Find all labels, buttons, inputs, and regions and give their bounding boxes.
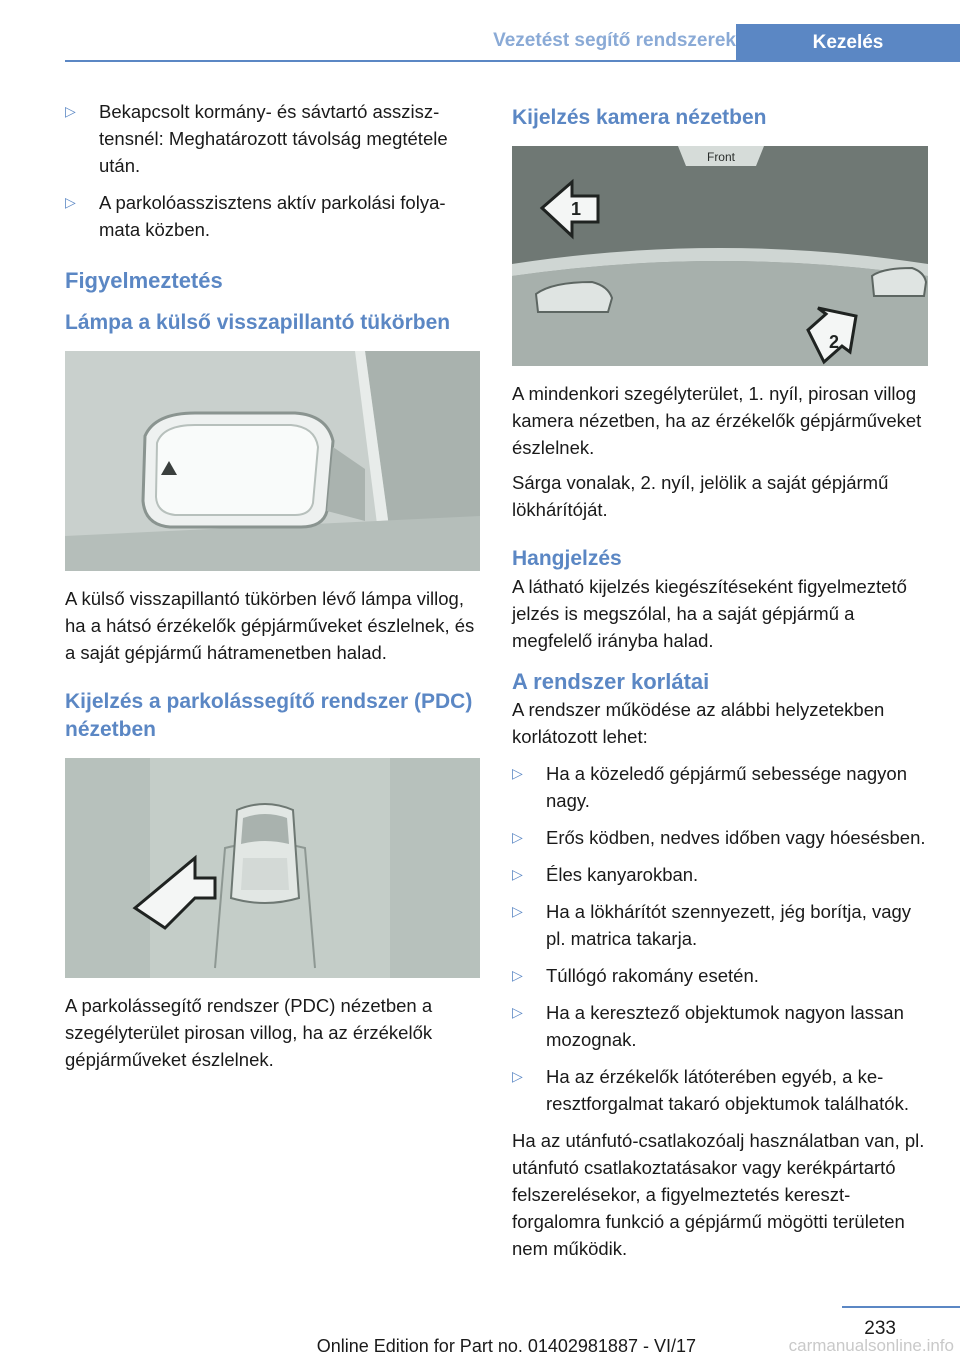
list-item: [65, 98, 480, 179]
list-item-text: Bekapcsolt kormány- és sávtartó asszisztensnél: Meghatározott távolság megtétele után.: [99, 101, 448, 176]
page-number: 233: [864, 1318, 896, 1339]
bullet-list-top: [65, 98, 480, 243]
camera-illustration: [512, 146, 928, 366]
watermark: carmanualsonline.info: [788, 1336, 954, 1355]
pdc-illustration: [65, 758, 480, 978]
heading-sound-signal: Hangjelzés: [512, 547, 622, 570]
list-item-text: Éles kanyarokban.: [546, 864, 699, 885]
limits-intro: A rendszer működése az alábbi helyzetekben korlátozott lehet:: [512, 699, 885, 747]
list-item: [512, 898, 928, 952]
list-item: [512, 861, 928, 888]
limits-outro: Ha az utánfutó-csatlakozóalj használatban van, pl. utánfutó csatlakoztatásakor vagy kerékpártartó felszerelésekor, a figyelmeztetés keresztforgalomra funkció a gépjármű mögötti területen nem működik.: [512, 1130, 925, 1259]
triangle-bullet-icon: ▷: [512, 866, 523, 882]
list-item: [512, 824, 928, 851]
header-tab-label: Kezelés: [736, 24, 960, 62]
triangle-bullet-icon: ▷: [512, 1004, 523, 1020]
sound-description: A látható kijelzés kiegészítéseként figyelmeztető jelzés is megszólal, ha a saját gépjármű a megfelelő irányba halad.: [512, 576, 907, 651]
mirror-illustration: [65, 351, 480, 571]
triangle-bullet-icon: ▷: [512, 903, 523, 919]
triangle-bullet-icon: ▷: [65, 194, 76, 210]
pdc-view-figure: [65, 758, 480, 978]
page-header: [65, 24, 960, 62]
edition-note: Online Edition for Part no. 01402981887 - VI/17: [316, 1336, 696, 1356]
triangle-bullet-icon: ▷: [65, 103, 76, 119]
camera-description-1: A mindenkori szegélyterület, 1. nyíl, pirosan villog kamera nézetben, ha az érzékelők gépjárműveket észlelnek.: [512, 383, 922, 458]
heading-mirror-lamp: Lámpa a külső visszapillantó tükörben: [65, 311, 451, 334]
camera-view-figure: [512, 146, 928, 366]
list-item-text: Ha a keresztező objektumok nagyon lassan mozognak.: [546, 1002, 904, 1050]
camera-description-2: Sárga vonalak, 2. nyíl, jelölik a saját gépjármű lökhárítóját.: [512, 472, 889, 520]
heading-pdc-display: Kijelzés a parkolássegítő rendszer (PDC) nézetben: [65, 690, 473, 741]
triangle-bullet-icon: ▷: [512, 1068, 523, 1084]
list-item-text: Ha a közeledő gépjármű sebessége nagyon nagy.: [546, 763, 907, 811]
list-item: [512, 962, 928, 989]
heading-warning: Figyelmeztetés: [65, 268, 223, 293]
footer-rule: [842, 1306, 960, 1308]
triangle-bullet-icon: ▷: [512, 829, 523, 845]
list-item: [65, 189, 480, 243]
list-item-text: Ha az érzékelők látóterében egyéb, a keresztforgalmat takaró objektumok találhatók.: [546, 1066, 909, 1114]
list-item-text: A parkolóasszisztens aktív parkolási folyamata közben.: [99, 192, 446, 240]
mirror-lamp-figure: [65, 351, 480, 571]
list-item-text: Túllógó rakomány esetén.: [546, 965, 759, 986]
camera-front-label: Front: [706, 150, 736, 164]
list-item-text: Ha a lökhárítót szennyezett, jég borítja, vagy pl. matrica takarja.: [546, 901, 912, 949]
triangle-bullet-icon: ▷: [512, 967, 523, 983]
heading-system-limits: A rendszer korlátai: [512, 669, 710, 694]
list-item: [512, 1063, 928, 1117]
right-column: [512, 98, 928, 1262]
list-item: [512, 760, 928, 814]
limits-list: [512, 760, 928, 1117]
camera-arrow-1-label: 1: [570, 199, 582, 219]
heading-camera-view: Kijelzés kamera nézetben: [512, 106, 767, 129]
camera-arrow-2-label: 2: [828, 332, 840, 352]
header-section-title: Vezetést segítő rendszerek: [493, 30, 736, 51]
pdc-description: A parkolássegítő rendszer (PDC) nézetben a szegélyterület pirosan villog, ha az érzékelők gépjárműveket észlelnek.: [65, 995, 433, 1070]
lamp-description: A külső visszapillantó tükörben lévő lámpa villog, ha a hátsó érzékelők gépjárműveket észlelnek, és a saját gépjármű hátramenetben halad.: [65, 588, 475, 663]
list-item-text: Erős ködben, nedves időben vagy hóesésben.: [546, 827, 926, 848]
list-item: [512, 999, 928, 1053]
left-column: [65, 98, 480, 1073]
triangle-bullet-icon: ▷: [512, 765, 523, 781]
